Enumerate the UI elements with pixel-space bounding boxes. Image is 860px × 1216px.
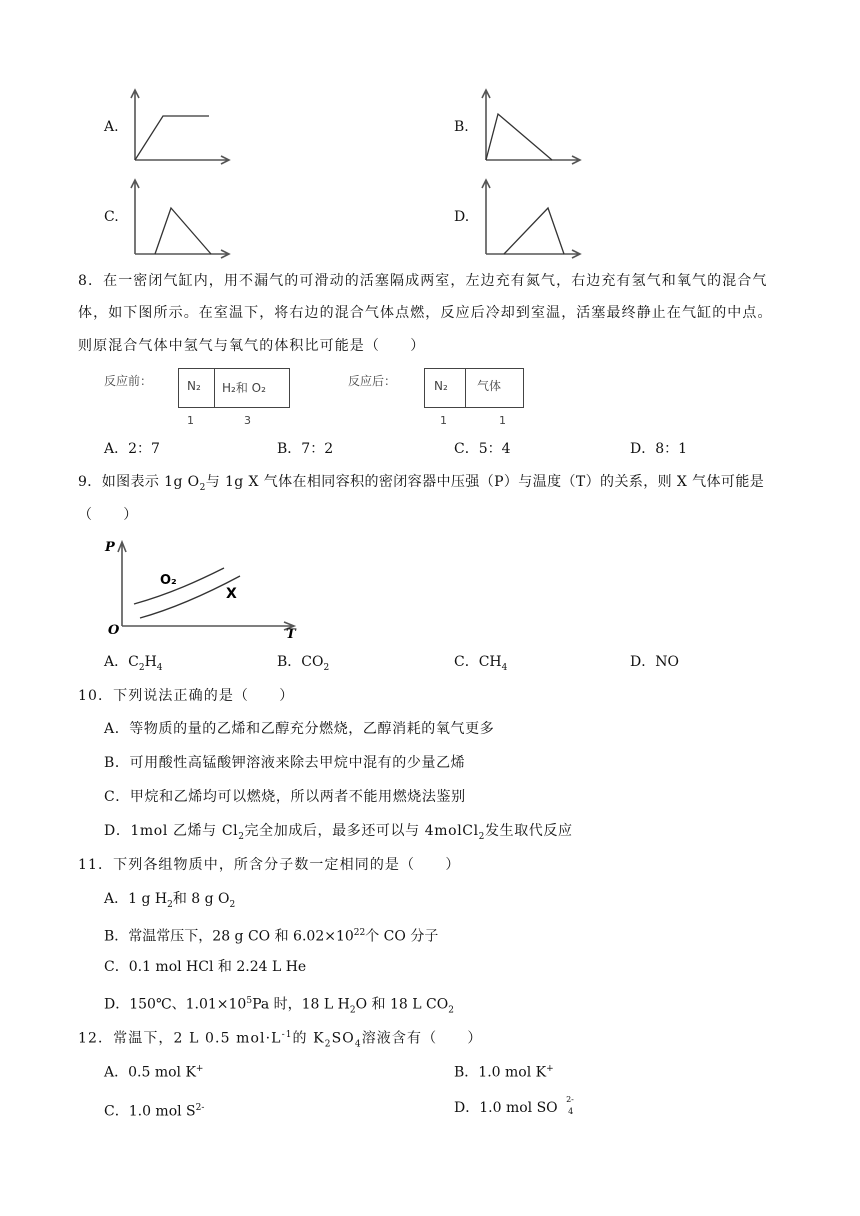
before-left-gas: N₂ [187,379,201,393]
q12-option-b: B．1.0 mol K+ [454,1064,554,1081]
q11-option-c: C．0.1 mol HCl 和 2.24 L He [104,959,307,975]
q11-option-d: D．150℃、$1.01\times 10^5Pa$ 时，18 L $H_2O$ 和 18 L $CO_2$ [104,996,454,1016]
q8-option-c: C．5：4 [454,441,511,457]
q11-option-b: B．常温常压下，28 g CO 和 $6.02\times 10^{22}$个 CO 分子 [104,928,439,945]
q9-option-a: A．$C_2H_4$ [104,654,163,673]
q7-option-b-label: B. [454,119,469,135]
after-right-ratio: 1 [499,414,506,427]
q8-stem-line1: 8．在一密闭气缸内，用不漏气的可滑动的活塞隔成两室，左边充有氮气，右边充有氢气和氧气的混合气 [78,273,768,289]
q9-stem-line2: （ ） [78,507,139,523]
curve-o2 [134,568,224,604]
q12-stem: 12．常温下，2 L 0.5 $mol\cdot L^{-1}$的 $K_2SO_4$溶液含有（ ） [78,1030,483,1050]
q9-stem-a: 9．如图表示 1g O [78,474,200,490]
q8-option-a: A．2：7 [104,441,160,457]
q9-stem-b: 与 1g X 气体在相同容积的密闭容器中压强（P）与温度（T）的关系，则 X 气体可能是 [205,474,765,490]
q10-option-a: A．等物质的量的乙烯和乙醇充分燃烧，乙醇消耗的氧气更多 [104,721,495,737]
q12-option-a: A．0.5 mol K+ [104,1064,204,1081]
q8-stem-line2: 体，如下图所示。在室温下，将右边的混合气体点燃，反应后冷却到室温，活塞最终静止在气缸的中点。 [78,305,773,321]
before-piston [214,369,215,407]
q7-option-d-label: D. [454,209,470,225]
q7-option-b-graph [476,88,586,168]
q12-option-d: D．1.0 mol SO 2- 4 [454,1095,574,1116]
before-right-ratio: 3 [244,414,251,427]
graph-x-label: T [286,627,296,642]
q9-stem-line1: 9．如图表示 1g $O_2$与 1g X 气体在相同容积的密闭容器中压强（P）与温度（T）的关系，则 X 气体可能是 [78,474,765,493]
before-left-ratio: 1 [187,414,194,427]
q7-option-a-graph [125,88,235,168]
q8-stem-line3: 则原混合气体中氢气与氧气的体积比可能是（ ） [78,338,426,354]
before-cylinder [178,368,290,408]
before-label: 反应前： [104,374,153,388]
q7-option-d-graph [476,178,586,258]
q10-stem: 10．下列说法正确的是（ ） [78,688,295,704]
q8-option-d: D．8：1 [630,441,688,457]
q7-option-a-label: A. [104,119,119,135]
q9-pt-graph [100,534,310,644]
q9-option-c: C．$CH_4$ [454,654,508,673]
after-left-ratio: 1 [440,414,447,427]
graph-curve2-label: X [226,586,237,602]
q8-option-b: B．7：2 [277,441,334,457]
q7-option-c-label: C. [104,209,119,225]
q12-option-c: C．1.0 mol $S^{2-}$ [104,1103,205,1120]
q7-option-c-graph [125,178,235,258]
after-cylinder [424,368,524,408]
after-left-gas: N₂ [434,379,448,393]
q9-option-b: B．$CO_2$ [277,654,330,673]
before-right-gas: H₂和 O₂ [222,381,266,395]
graph-y-label: P [105,540,115,555]
after-piston [465,369,466,407]
q11-stem: 11．下列各组物质中，所含分子数一定相同的是（ ） [78,857,461,873]
q11-option-a: A．1 g $H_2$和 8 g $O_2$ [104,891,236,910]
after-label: 反应后： [348,374,397,388]
graph-origin: O [108,623,120,638]
q9-option-d: D．NO [630,654,679,670]
q10-option-c: C．甲烷和乙烯均可以燃烧，所以两者不能用燃烧法鉴别 [104,789,466,805]
after-right-gas: 气体 [477,379,502,393]
graph-curve1-label: O₂ [160,573,177,588]
q10-option-b: B．可用酸性高锰酸钾溶液来除去甲烷中混有的少量乙烯 [104,755,466,771]
q10-option-d: D．1mol 乙烯与 $Cl_2$完全加成后，最多还可以与 4molCl$_2$发生取代反应 [104,823,573,842]
